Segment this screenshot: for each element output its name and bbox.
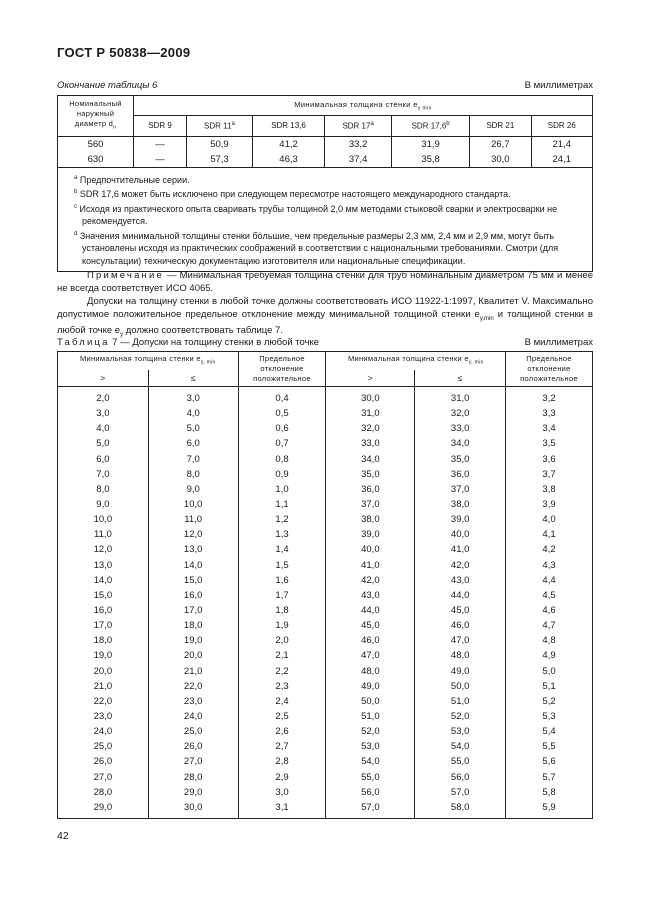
table-cell: — — [134, 152, 187, 168]
table-row — [58, 467, 593, 482]
footnote — [74, 172, 586, 187]
footnote — [74, 186, 586, 201]
footnote-text: Исходя из практического опыта сваривать трубы толщиной 2,0 мм методами стыковой сварки и электросварки не рекомендуется. — [79, 203, 558, 226]
table-cell: 50,0 — [326, 694, 415, 709]
t6-col-mark: b — [446, 120, 450, 127]
paragraph-part3: должно соответствовать таблице 7. — [123, 325, 283, 337]
t7-right-dev-line1: Предельное — [526, 354, 572, 363]
table-row — [58, 387, 593, 407]
table-cell: 5,2 — [506, 694, 593, 709]
table-cell: 5,8 — [506, 785, 593, 800]
note-label: Примечание — [87, 270, 164, 281]
t6-col-mark: а — [231, 120, 235, 127]
table-cell: 1,4 — [238, 542, 326, 557]
diameter-header-line3 — [58, 119, 133, 133]
t7-left-min-header-text: Минимальная толщина стенки e — [79, 354, 201, 364]
table-cell: 38,0 — [415, 497, 506, 512]
table-cell: 5,0 — [148, 421, 238, 436]
table-cell: 10,0 — [58, 512, 149, 527]
table-cell: 35,8 — [392, 152, 470, 168]
table-cell: 46,0 — [415, 618, 506, 633]
diameter-header-line2: наружный — [76, 109, 115, 118]
table-cell: 35,0 — [326, 467, 415, 482]
footnote-mark: d — [74, 230, 78, 237]
table-cell: 9,0 — [148, 482, 238, 497]
t7-right-min-header — [326, 352, 506, 370]
table-row — [58, 421, 593, 436]
table-cell: 5,7 — [506, 770, 593, 785]
table-cell: 40,0 — [326, 542, 415, 557]
t7-right-gt-header: > — [326, 370, 415, 387]
table-row — [58, 754, 593, 769]
table-cell: 2,6 — [238, 724, 326, 739]
table-cell: 7,0 — [58, 467, 149, 482]
table-cell: 43,0 — [415, 573, 506, 588]
t7-left-dev-header — [238, 352, 326, 387]
table-cell: 1,7 — [238, 588, 326, 603]
table-cell: 20,0 — [58, 664, 149, 679]
table-cell: 5,4 — [506, 724, 593, 739]
table-cell: 2,1 — [238, 648, 326, 663]
table-cell: 2,5 — [238, 709, 326, 724]
table-cell: 57,3 — [186, 152, 252, 168]
table-cell: 10,0 — [148, 497, 238, 512]
table-row — [58, 452, 593, 467]
note-block — [57, 270, 593, 295]
footnote — [74, 228, 586, 268]
footnote — [74, 201, 586, 228]
table-row — [58, 694, 593, 709]
table-cell: 54,0 — [415, 739, 506, 754]
table-cell: 29,0 — [58, 800, 149, 819]
table-cell: 41,0 — [415, 542, 506, 557]
table-row — [58, 406, 593, 421]
table-cell: 57,0 — [326, 800, 415, 819]
table-cell: 8,0 — [148, 467, 238, 482]
table-cell: 2,0 — [58, 387, 149, 407]
table-cell: 27,0 — [58, 770, 149, 785]
table-cell: 52,0 — [326, 724, 415, 739]
table-cell: 2,9 — [238, 770, 326, 785]
table-cell: 17,0 — [148, 603, 238, 618]
table-row — [58, 136, 593, 152]
table-cell: 1,8 — [238, 603, 326, 618]
table-cell: 2,4 — [238, 694, 326, 709]
paragraph-part1: Допуски на толщину стенки в любой точке должны соответствовать ИСО 11922-1:1997, Квалитет V. Максимально допустимое положительное предельное отклонение между минимальной толщиной стенки e — [57, 296, 593, 320]
table-cell: 50,9 — [186, 136, 252, 152]
table-cell: 36,0 — [326, 482, 415, 497]
table-cell: 4,0 — [148, 406, 238, 421]
t7-left-le-header: ≤ — [148, 370, 238, 387]
t6-col-label: SDR 9 — [148, 121, 172, 131]
t7-right-dev-header — [506, 352, 593, 387]
table-cell: 3,1 — [238, 800, 326, 819]
table-cell: 54,0 — [326, 754, 415, 769]
table-cell: 23,0 — [58, 709, 149, 724]
t7-right-dev-line2: отклонение — [527, 364, 571, 373]
table-cell: 33,2 — [325, 136, 392, 152]
t7-left-min-header — [58, 352, 239, 370]
table-cell: 0,6 — [238, 421, 326, 436]
document-title: ГОСТ Р 50838—2009 — [57, 45, 191, 60]
footnote-text: SDR 17,6 может быть исключено при следующем пересмотре настоящего международного стандарта. — [79, 189, 511, 199]
table-cell: 38,0 — [326, 512, 415, 527]
table-cell: 15,0 — [58, 588, 149, 603]
footnote-mark: b — [74, 189, 78, 195]
table-cell: 4,6 — [506, 603, 593, 618]
table-cell: 1,5 — [238, 558, 326, 573]
table-cell: 5,0 — [58, 436, 149, 451]
t7-right-le-header: ≤ — [415, 370, 506, 387]
t7-left-dev-line3: положительное — [253, 374, 311, 383]
table-cell: 31,0 — [326, 406, 415, 421]
table-row — [58, 800, 593, 819]
table-cell: 17,0 — [58, 618, 149, 633]
table-cell: 4,9 — [506, 648, 593, 663]
table-row — [58, 679, 593, 694]
table-cell: 20,0 — [148, 648, 238, 663]
table-row — [58, 482, 593, 497]
table-cell: 47,0 — [415, 633, 506, 648]
t6-col-header — [252, 115, 324, 136]
table-cell: 53,0 — [415, 724, 506, 739]
table-row — [58, 739, 593, 754]
table-cell: 2,3 — [238, 679, 326, 694]
table-cell: 3,0 — [58, 406, 149, 421]
table-cell: 16,0 — [148, 588, 238, 603]
t7-left-gt-header: > — [58, 370, 149, 387]
table-cell: 630 — [58, 152, 134, 168]
table-cell: 41,2 — [252, 136, 324, 152]
table-cell: 58,0 — [415, 800, 506, 819]
table-cell: 49,0 — [415, 664, 506, 679]
table-cell: 5,9 — [506, 800, 593, 819]
min-thickness-header-sub: y min — [417, 105, 432, 112]
table-cell: 4,4 — [506, 573, 593, 588]
table-cell: 1,2 — [238, 512, 326, 527]
table-cell: 51,0 — [326, 709, 415, 724]
table-cell: 41,0 — [326, 558, 415, 573]
table-cell: 57,0 — [415, 785, 506, 800]
table-cell: 3,6 — [506, 452, 593, 467]
table7-caption — [57, 337, 319, 348]
table-row — [58, 573, 593, 588]
table-cell: 50,0 — [415, 679, 506, 694]
table-cell: 3,7 — [506, 467, 593, 482]
table-cell: 3,0 — [238, 785, 326, 800]
table-cell: 4,8 — [506, 633, 593, 648]
min-thickness-header-text: Минимальная толщина стенки e — [294, 99, 418, 109]
table-cell: 1,9 — [238, 618, 326, 633]
table-row — [58, 603, 593, 618]
t6-col-mark: а — [370, 120, 374, 127]
footnote-mark: а — [74, 174, 78, 181]
table-cell: 3,2 — [506, 387, 593, 407]
table-cell: 14,0 — [148, 558, 238, 573]
table-cell: 11,0 — [148, 512, 238, 527]
table-cell: 35,0 — [415, 452, 506, 467]
table-row — [58, 588, 593, 603]
table-cell: 32,0 — [415, 406, 506, 421]
table-cell: 23,0 — [148, 694, 238, 709]
table-row — [58, 512, 593, 527]
table-cell: — — [134, 136, 187, 152]
table-cell: 49,0 — [326, 679, 415, 694]
table-cell: 13,0 — [58, 558, 149, 573]
table-cell: 1,6 — [238, 573, 326, 588]
t7-left-min-header-sub: y, min — [200, 359, 216, 366]
table-cell: 0,4 — [238, 387, 326, 407]
table-cell: 19,0 — [148, 633, 238, 648]
table-cell: 1,3 — [238, 527, 326, 542]
t6-col-label: SDR 13,6 — [271, 121, 306, 131]
t6-col-label: SDR 11 — [204, 121, 232, 131]
t6-col-label: SDR 21 — [486, 121, 515, 131]
table-cell: 45,0 — [326, 618, 415, 633]
table-cell: 39,0 — [415, 512, 506, 527]
table-cell: 4,0 — [506, 512, 593, 527]
t7-right-min-header-sub: y, min — [468, 359, 484, 366]
table-cell: 27,0 — [148, 754, 238, 769]
diameter-header-text: диаметр d — [74, 119, 114, 128]
table-cell: 22,0 — [148, 679, 238, 694]
table-cell: 14,0 — [58, 573, 149, 588]
table-cell: 30,0 — [470, 152, 531, 168]
table-cell: 56,0 — [326, 785, 415, 800]
table-cell: 43,0 — [326, 588, 415, 603]
table-cell: 36,0 — [415, 467, 506, 482]
footnote-text: Значения минимальной толщины стенки бóльшие, чем предельные размеры 2,3 мм, 2,4 мм и 2,9 мм, могут быть установлены исходя из практических соображений в соответствии с национальными требованиями. Смотри (для консультации) техническую документацию изготовителя или национальные спецификации. — [79, 230, 559, 266]
table-cell: 18,0 — [148, 618, 238, 633]
table-row — [58, 527, 593, 542]
table-cell: 8,0 — [58, 482, 149, 497]
t7-right-min-header-text: Минимальная толщина стенки e — [347, 354, 469, 364]
table-cell: 5,0 — [506, 664, 593, 679]
paragraph-part2: и толщиной стенки в любой точке e — [57, 308, 593, 337]
t6-col-label: SDR 26 — [547, 121, 576, 131]
t6-col-header — [470, 115, 531, 136]
table-cell: 12,0 — [58, 542, 149, 557]
t6-col-header — [392, 115, 470, 136]
table-row — [58, 724, 593, 739]
table-cell: 4,3 — [506, 558, 593, 573]
table-cell: 46,3 — [252, 152, 324, 168]
table-cell: 2,2 — [238, 664, 326, 679]
t6-col-header — [531, 115, 592, 136]
table-cell: 30,0 — [326, 387, 415, 407]
table-cell: 9,0 — [58, 497, 149, 512]
table-cell: 0,9 — [238, 467, 326, 482]
table-cell: 6,0 — [148, 436, 238, 451]
table-row — [58, 497, 593, 512]
table-cell: 53,0 — [326, 739, 415, 754]
table6-footnotes — [58, 167, 593, 272]
table-cell: 26,0 — [58, 754, 149, 769]
table-cell: 7,0 — [148, 452, 238, 467]
table-cell: 1,1 — [238, 497, 326, 512]
t6-col-header — [186, 115, 252, 136]
table6 — [57, 95, 593, 272]
table-cell: 37,0 — [415, 482, 506, 497]
table-cell: 11,0 — [58, 527, 149, 542]
footnote-text: Предпочтительные серии. — [79, 174, 190, 185]
table-cell: 3,3 — [506, 406, 593, 421]
diameter-header — [58, 96, 134, 137]
t7-left-dev-line2: отклонение — [260, 364, 304, 373]
min-thickness-header — [134, 96, 593, 116]
table-cell: 21,0 — [148, 664, 238, 679]
table-cell: 37,4 — [325, 152, 392, 168]
table-row — [58, 558, 593, 573]
note-text: — Минимальная требуемая толщина стенки для труб номинальным диаметром 75 мм и менее не всегда соответствует ИСО 4065. — [57, 270, 593, 294]
table-cell: 26,0 — [148, 739, 238, 754]
table-row — [58, 770, 593, 785]
diameter-header-sub: н — [113, 124, 117, 131]
table-cell: 6,0 — [58, 452, 149, 467]
page-number: 42 — [57, 830, 69, 842]
table-cell: 37,0 — [326, 497, 415, 512]
table-cell: 2,0 — [238, 633, 326, 648]
t7-right-dev-line3: положительное — [520, 374, 578, 383]
table-cell: 18,0 — [58, 633, 149, 648]
table-row — [58, 648, 593, 663]
table-cell: 51,0 — [415, 694, 506, 709]
table7-caption-text: 7 — Допуски на толщину стенки в любой точке — [109, 337, 320, 348]
table-cell: 33,0 — [415, 421, 506, 436]
table-cell: 30,0 — [148, 800, 238, 819]
table-row — [58, 709, 593, 724]
table-cell: 4,5 — [506, 588, 593, 603]
table-cell: 48,0 — [415, 648, 506, 663]
table-cell: 5,5 — [506, 739, 593, 754]
tolerance-paragraph — [57, 296, 593, 342]
table-cell: 40,0 — [415, 527, 506, 542]
table-cell: 5,3 — [506, 709, 593, 724]
table-cell: 13,0 — [148, 542, 238, 557]
table-cell: 25,0 — [58, 739, 149, 754]
table-cell: 22,0 — [58, 694, 149, 709]
table-cell: 12,0 — [148, 527, 238, 542]
table-cell: 4,0 — [58, 421, 149, 436]
table-cell: 31,0 — [415, 387, 506, 407]
table-cell: 28,0 — [148, 770, 238, 785]
table-row — [58, 542, 593, 557]
table-cell: 0,7 — [238, 436, 326, 451]
table-cell: 5,6 — [506, 754, 593, 769]
table-cell: 25,0 — [148, 724, 238, 739]
table-cell: 24,0 — [58, 724, 149, 739]
table6-caption: Окончание таблицы 6 — [57, 80, 158, 91]
table-cell: 19,0 — [58, 648, 149, 663]
table-cell: 1,0 — [238, 482, 326, 497]
table7 — [57, 351, 593, 819]
footnote-mark: c — [74, 203, 77, 210]
table-cell: 4,1 — [506, 527, 593, 542]
table-cell: 4,7 — [506, 618, 593, 633]
table-cell: 44,0 — [415, 588, 506, 603]
table-cell: 44,0 — [326, 603, 415, 618]
table-cell: 46,0 — [326, 633, 415, 648]
table-cell: 3,8 — [506, 482, 593, 497]
table-cell: 3,9 — [506, 497, 593, 512]
table-cell: 15,0 — [148, 573, 238, 588]
t6-col-label: SDR 17,6 — [411, 121, 447, 131]
table-cell: 2,8 — [238, 754, 326, 769]
table-cell: 56,0 — [415, 770, 506, 785]
paragraph-sub1: y,min — [479, 315, 494, 322]
table7-caption-label: Таблица — [57, 337, 110, 348]
paragraph-sub2: y — [120, 332, 124, 339]
table-cell: 28,0 — [58, 785, 149, 800]
t7-left-dev-line1: Предельное — [259, 354, 305, 363]
table-cell: 5,1 — [506, 679, 593, 694]
table-cell: 31,9 — [392, 136, 470, 152]
table-row — [58, 436, 593, 451]
table-cell: 21,4 — [531, 136, 592, 152]
table-cell: 34,0 — [326, 452, 415, 467]
table-cell: 24,1 — [531, 152, 592, 168]
table7-units: В миллиметрах — [524, 337, 593, 348]
table-cell: 55,0 — [326, 770, 415, 785]
table-cell: 34,0 — [415, 436, 506, 451]
table-row — [58, 152, 593, 168]
table-cell: 42,0 — [415, 558, 506, 573]
table-cell: 29,0 — [148, 785, 238, 800]
table-cell: 21,0 — [58, 679, 149, 694]
table-cell: 24,0 — [148, 709, 238, 724]
diameter-header-line1: Номинальный — [69, 99, 122, 108]
table-cell: 16,0 — [58, 603, 149, 618]
table-cell: 45,0 — [415, 603, 506, 618]
table-cell: 3,4 — [506, 421, 593, 436]
table-cell: 4,2 — [506, 542, 593, 557]
table6-units: В миллиметрах — [524, 80, 593, 91]
table-cell: 560 — [58, 136, 134, 152]
table-row — [58, 664, 593, 679]
table-cell: 47,0 — [326, 648, 415, 663]
table-cell: 32,0 — [326, 421, 415, 436]
table-cell: 48,0 — [326, 664, 415, 679]
table-cell: 2,7 — [238, 739, 326, 754]
table-cell: 42,0 — [326, 573, 415, 588]
table-row — [58, 633, 593, 648]
table-cell: 55,0 — [415, 754, 506, 769]
table-cell: 3,5 — [506, 436, 593, 451]
table-cell: 0,8 — [238, 452, 326, 467]
t6-col-header — [325, 115, 392, 136]
table-row — [58, 785, 593, 800]
table-cell: 0,5 — [238, 406, 326, 421]
t6-col-label: SDR 17 — [342, 121, 371, 131]
table-cell: 3,0 — [148, 387, 238, 407]
table-cell: 26,7 — [470, 136, 531, 152]
table-cell: 39,0 — [326, 527, 415, 542]
table-cell: 33,0 — [326, 436, 415, 451]
table-cell: 52,0 — [415, 709, 506, 724]
t6-col-header — [134, 115, 187, 136]
table-row — [58, 618, 593, 633]
